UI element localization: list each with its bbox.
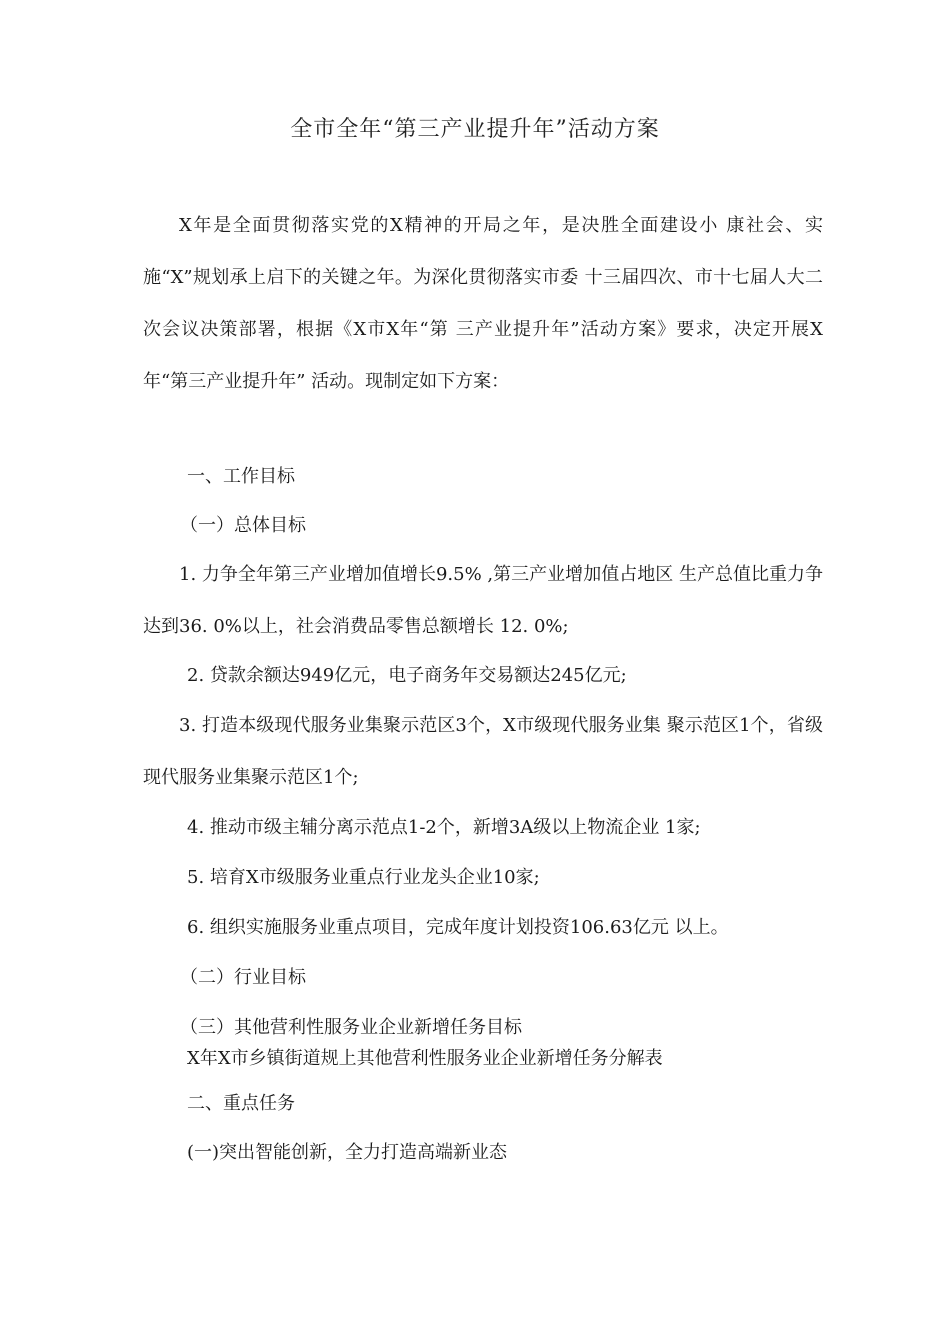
- subheading-overall-goals: （一）总体目标: [180, 515, 306, 536]
- intro-paragraph: X年是全面贯彻落实党的X精神的开局之年，是决胜全面建设小 康社会、实施“X”规划承上启下的关键之年。为深化贯彻落实市委 十三届四次、市十七届人大二次会议决策部署，根据《X市X年“第 三产业提升年”活动方案》要求，决定开展X年“第三产业提升年” 活动。现制定如下方案：: [143, 215, 823, 392]
- table-caption: X年X市乡镇街道规上其他营利性服务业企业新增任务分解表: [187, 1048, 663, 1069]
- section-heading-work-goals: 一、工作目标: [187, 466, 295, 487]
- goal-item-5: 5. 培育X市级服务业重点行业龙头企业10家;: [187, 867, 540, 888]
- subheading-other-services-goals: （三）其他营利性服务业企业新增任务目标: [180, 1017, 522, 1038]
- goal-item-2: 2. 贷款余额达949亿元，电子商务年交易额达245亿元;: [187, 665, 627, 686]
- goal-item-1: 1. 力争全年第三产业增加值增长9.5% ,第三产业增加值占地区 生产总值比重力争达到36. 0%以上，社会消费品零售总额增长 12. 0%;: [143, 564, 823, 637]
- goal-item-4: 4. 推动市级主辅分离示范点1-2个，新增3A级以上物流企业 1家;: [187, 817, 701, 838]
- subheading-intelligent-innovation: (一)突出智能创新，全力打造高端新业态: [187, 1142, 508, 1163]
- goal-item-3: 3. 打造本级现代服务业集聚示范区3个，X市级现代服务业集 聚示范区1个，省级现代服务业集聚示范区1个;: [143, 715, 823, 788]
- subheading-industry-goals: （二）行业目标: [180, 967, 306, 988]
- document-title: 全市全年“第三产业提升年”活动方案: [290, 117, 660, 142]
- section-heading-key-tasks: 二、重点任务: [187, 1093, 295, 1114]
- goal-item-6: 6. 组织实施服务业重点项目，完成年度计划投资106.63亿元 以上。: [187, 917, 729, 938]
